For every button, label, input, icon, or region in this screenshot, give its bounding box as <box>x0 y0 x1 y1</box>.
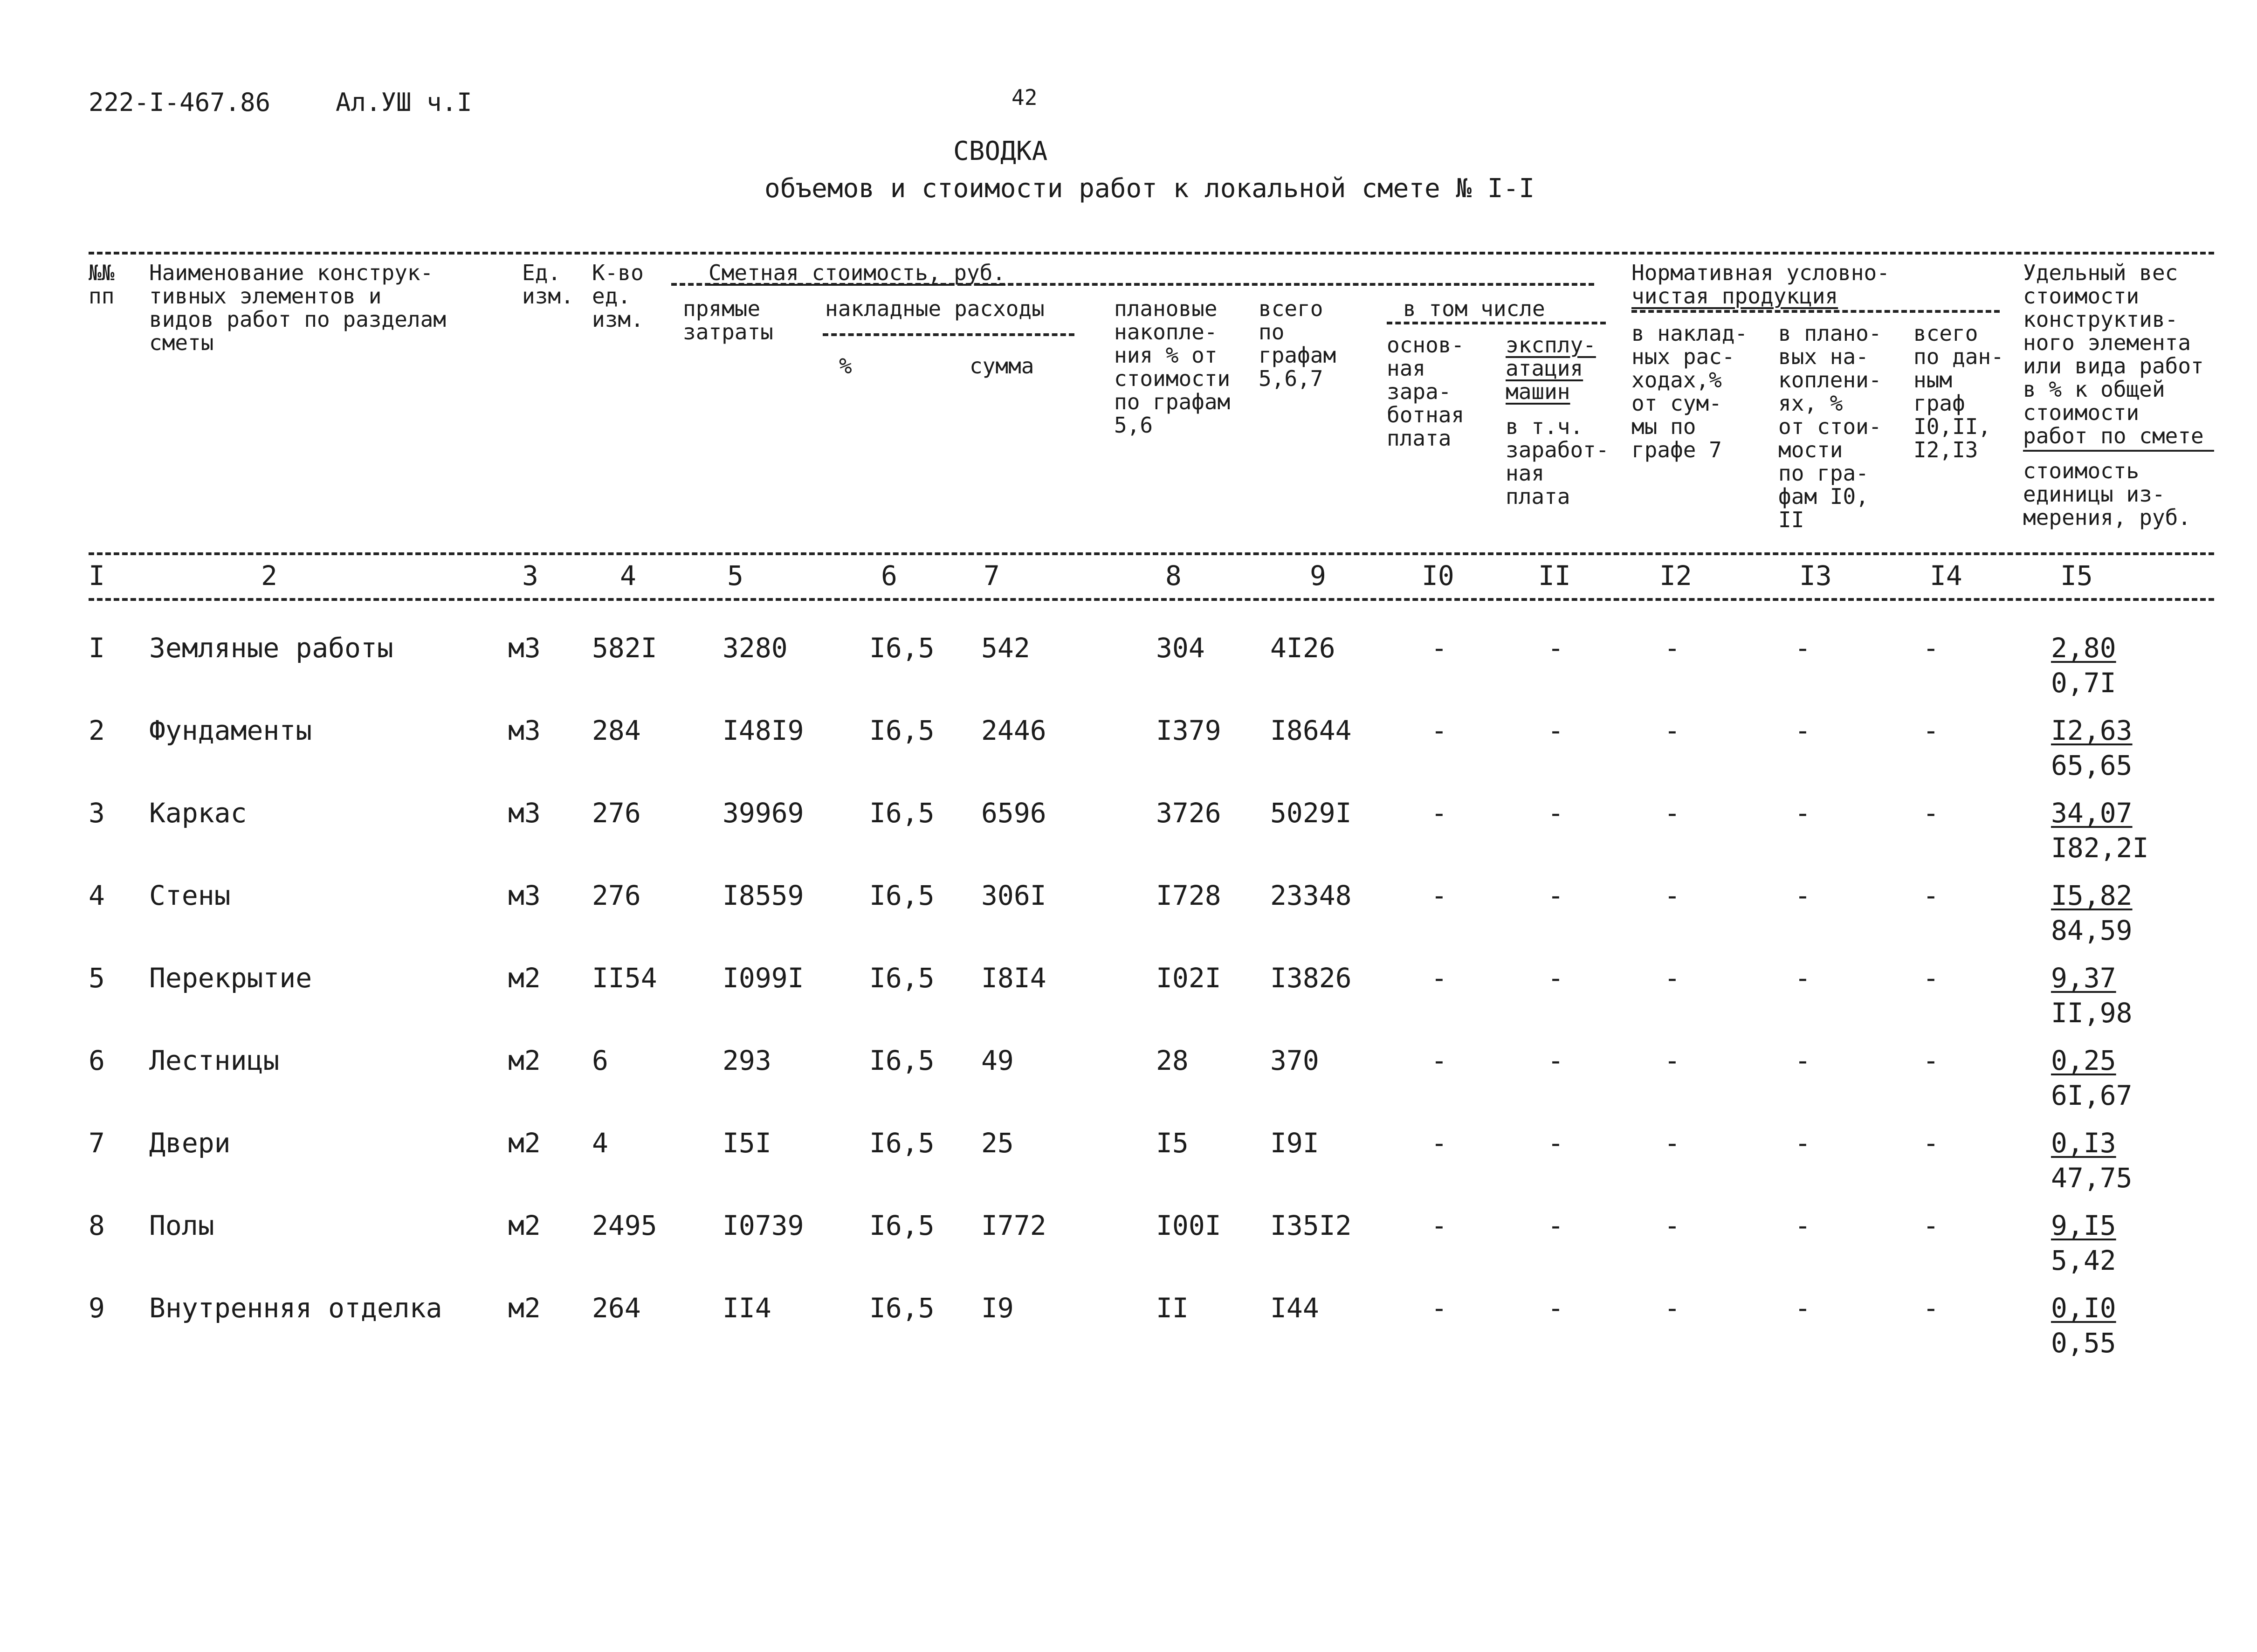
cell-c11: - <box>1548 880 1564 911</box>
column-number-5: 5 <box>727 560 743 592</box>
cell-unit: м2 <box>508 962 541 994</box>
cell-c13: - <box>1795 1045 1811 1076</box>
cell-c14: - <box>1923 715 1939 746</box>
cell-c14: - <box>1923 962 1939 994</box>
cell-c12: - <box>1664 1210 1680 1241</box>
cell-row-number: 6 <box>89 1045 105 1076</box>
cell-row-number: 8 <box>89 1210 105 1241</box>
cell-qty: 276 <box>592 797 641 829</box>
cell-row-number: 5 <box>89 962 105 994</box>
column-number-11: II <box>1538 560 1571 592</box>
cell-c10: - <box>1431 1045 1447 1076</box>
group-norm-rule <box>1631 310 2000 313</box>
cell-direct: I8559 <box>723 880 804 911</box>
cell-c14: - <box>1923 797 1939 829</box>
page-number: 42 <box>1012 85 1038 110</box>
cell-c11: - <box>1548 1045 1564 1076</box>
column-number-13: I3 <box>1799 560 1832 592</box>
cell-plan: 28 <box>1156 1045 1189 1076</box>
cell-direct: 3280 <box>723 632 788 664</box>
cell-unit-cost: 47,75 <box>2051 1162 2133 1194</box>
cell-unit-cost: 6I,67 <box>2051 1080 2133 1111</box>
cell-name: Лестницы <box>149 1045 280 1076</box>
cell-c10: - <box>1431 715 1447 746</box>
cell-direct: II4 <box>723 1292 771 1324</box>
cell-c12: - <box>1664 715 1680 746</box>
header-group-norm-line1: Нормативная условно- <box>1631 260 1890 285</box>
header-col-14: всего по дан- ным граф I0,II, I2,I3 <box>1913 321 2004 462</box>
cell-unit-cost: II,98 <box>2051 997 2133 1029</box>
cell-c12: - <box>1664 1045 1680 1076</box>
cell-c11: - <box>1548 632 1564 664</box>
cell-name: Перекрытие <box>149 962 312 994</box>
cell-c12: - <box>1664 880 1680 911</box>
cell-sum: 542 <box>981 632 1030 664</box>
cell-total: I3826 <box>1270 962 1352 994</box>
cell-unit: м3 <box>508 880 541 911</box>
cell-sum: 25 <box>981 1127 1014 1159</box>
header-col-12: в наклад- ных рас- ходах,% от сум- мы по графе 7 <box>1631 321 1748 462</box>
cell-c13: - <box>1795 715 1811 746</box>
cell-cost-share: 0,I0 <box>2051 1292 2116 1324</box>
cell-c11: - <box>1548 715 1564 746</box>
column-number-4: 4 <box>620 560 636 592</box>
cell-name: Внутренняя отделка <box>149 1292 442 1324</box>
cell-pct: I6,5 <box>869 962 935 994</box>
column-numbers-rule <box>89 598 2214 601</box>
cell-sum: I772 <box>981 1210 1046 1241</box>
header-col-7: сумма <box>970 353 1034 379</box>
header-col-10: основ- ная зара- ботная плата <box>1387 332 1465 451</box>
cell-unit: м3 <box>508 715 541 746</box>
cell-c14: - <box>1923 1210 1939 1241</box>
cell-c14: - <box>1923 1292 1939 1324</box>
cell-c13: - <box>1795 1210 1811 1241</box>
header-group-overhead: накладные расходы <box>825 296 1045 321</box>
cell-sum: 2446 <box>981 715 1046 746</box>
cell-total: 370 <box>1270 1045 1319 1076</box>
cell-direct: I5I <box>723 1127 771 1159</box>
cell-cost-share: 0,25 <box>2051 1045 2116 1076</box>
cell-c10: - <box>1431 1292 1447 1324</box>
header-col-11-machines: эксплу- атация машин <box>1506 332 1596 404</box>
header-col-15-divider <box>2023 450 2214 452</box>
column-number-9: 9 <box>1310 560 1326 592</box>
cell-total: I44 <box>1270 1292 1319 1324</box>
cell-total: I35I2 <box>1270 1210 1352 1241</box>
cell-c11: - <box>1548 1127 1564 1159</box>
cell-c11: - <box>1548 797 1564 829</box>
cell-pct: I6,5 <box>869 1292 935 1324</box>
header-col-11-wages: в т.ч. заработ- ная плата <box>1506 414 1609 509</box>
cell-cost-share: I5,82 <box>2051 880 2133 911</box>
cell-cost-share: I2,63 <box>2051 715 2133 746</box>
cell-c12: - <box>1664 962 1680 994</box>
column-number-14: I4 <box>1930 560 1962 592</box>
cell-pct: I6,5 <box>869 1210 935 1241</box>
cell-unit-cost: 65,65 <box>2051 750 2133 781</box>
column-number-6: 6 <box>881 560 897 592</box>
cell-c11: - <box>1548 1292 1564 1324</box>
cell-direct: 293 <box>723 1045 771 1076</box>
cell-plan: I00I <box>1156 1210 1221 1241</box>
document-code: 222-I-467.86 <box>89 88 271 117</box>
column-number-7: 7 <box>984 560 1000 592</box>
column-number-15: I5 <box>2060 560 2093 592</box>
cell-qty: 264 <box>592 1292 641 1324</box>
cell-c14: - <box>1923 1127 1939 1159</box>
page-title: СВОДКА <box>953 136 1048 166</box>
page-subtitle: объемов и стоимости работ к локальной смете № I-I <box>764 173 1535 204</box>
cell-cost-share: 0,I3 <box>2051 1127 2116 1159</box>
cell-sum: 306I <box>981 880 1046 911</box>
cell-c10: - <box>1431 962 1447 994</box>
cell-row-number: 2 <box>89 715 105 746</box>
cell-qty: 276 <box>592 880 641 911</box>
column-number-2: 2 <box>261 560 277 592</box>
cell-c12: - <box>1664 1127 1680 1159</box>
cell-unit: м3 <box>508 797 541 829</box>
header-col-2: Наименование конструк- тивных элементов и видов работ по разделам сметы <box>149 260 446 355</box>
cell-unit: м2 <box>508 1210 541 1241</box>
cell-qty: 4 <box>592 1127 608 1159</box>
header-bottom-rule <box>89 552 2214 555</box>
header-col-5: прямые затраты <box>683 296 773 344</box>
cell-qty: 6 <box>592 1045 608 1076</box>
cell-direct: I0739 <box>723 1210 804 1241</box>
cell-total: 5029I <box>1270 797 1352 829</box>
cell-row-number: I <box>89 632 105 664</box>
column-number-3: 3 <box>522 560 538 592</box>
header-col-15-share: Удельный вес стоимости конструктив- ного элемента или вида работ в % к общей стоимости работ по смете <box>2023 260 2204 448</box>
cell-c10: - <box>1431 1210 1447 1241</box>
cell-c12: - <box>1664 797 1680 829</box>
cell-c14: - <box>1923 880 1939 911</box>
cell-c10: - <box>1431 1127 1447 1159</box>
cell-unit: м2 <box>508 1127 541 1159</box>
header-col-15-unitcost: стоимость единицы из- мерения, руб. <box>2023 458 2191 530</box>
header-col-9: всего по графам 5,6,7 <box>1259 296 1336 391</box>
cell-name: Двери <box>149 1127 231 1159</box>
cell-c14: - <box>1923 632 1939 664</box>
cell-name: Полы <box>149 1210 214 1241</box>
cell-c13: - <box>1795 1127 1811 1159</box>
cell-name: Земляные работы <box>149 632 393 664</box>
cell-c11: - <box>1548 962 1564 994</box>
cell-c14: - <box>1923 1045 1939 1076</box>
cell-unit-cost: 84,59 <box>2051 915 2133 946</box>
cell-pct: I6,5 <box>869 632 935 664</box>
cell-row-number: 9 <box>89 1292 105 1324</box>
cell-plan: 304 <box>1156 632 1205 664</box>
cell-c10: - <box>1431 797 1447 829</box>
cell-c13: - <box>1795 797 1811 829</box>
cell-direct: I48I9 <box>723 715 804 746</box>
cell-total: I9I <box>1270 1127 1319 1159</box>
cell-cost-share: 34,07 <box>2051 797 2133 829</box>
cell-plan: I728 <box>1156 880 1221 911</box>
header-group-cost: Сметная стоимость, руб. <box>709 260 1005 285</box>
cell-unit-cost: 5,42 <box>2051 1245 2116 1276</box>
header-group-norm-line2: чистая продукция <box>1631 283 1838 309</box>
cell-cost-share: 9,I5 <box>2051 1210 2116 1241</box>
album-label: Ал.УШ ч.I <box>336 88 472 117</box>
cell-plan: II <box>1156 1292 1189 1324</box>
column-number-10: I0 <box>1422 560 1454 592</box>
cell-unit: м3 <box>508 632 541 664</box>
cell-sum: I9 <box>981 1292 1014 1324</box>
cell-pct: I6,5 <box>869 1127 935 1159</box>
header-col-13: в плано- вых на- коплени- ях, % от стои- мости по гра- фам I0, II <box>1778 321 1882 532</box>
cell-sum: 49 <box>981 1045 1014 1076</box>
cell-plan: I5 <box>1156 1127 1189 1159</box>
cell-total: 23348 <box>1270 880 1352 911</box>
cell-unit-cost: 0,7I <box>2051 667 2116 699</box>
column-number-12: I2 <box>1659 560 1692 592</box>
cell-pct: I6,5 <box>869 880 935 911</box>
cell-row-number: 4 <box>89 880 105 911</box>
cell-cost-share: 2,80 <box>2051 632 2116 664</box>
cell-c13: - <box>1795 880 1811 911</box>
group-overhead-rule <box>823 333 1074 336</box>
cell-total: I8644 <box>1270 715 1352 746</box>
cell-plan: 3726 <box>1156 797 1221 829</box>
cell-name: Каркас <box>149 797 247 829</box>
header-col-6: % <box>839 353 852 379</box>
cell-name: Фундаменты <box>149 715 312 746</box>
cell-c10: - <box>1431 880 1447 911</box>
header-col-4: К-во ед. изм. <box>592 260 644 332</box>
cell-pct: I6,5 <box>869 715 935 746</box>
group-incl-rule <box>1387 322 1606 324</box>
cell-c13: - <box>1795 632 1811 664</box>
cell-pct: I6,5 <box>869 797 935 829</box>
cell-pct: I6,5 <box>869 1045 935 1076</box>
cell-plan: I379 <box>1156 715 1221 746</box>
cell-unit-cost: 0,55 <box>2051 1327 2116 1359</box>
cell-row-number: 7 <box>89 1127 105 1159</box>
cell-c10: - <box>1431 632 1447 664</box>
header-group-incl: в том числе <box>1403 296 1545 321</box>
cell-qty: II54 <box>592 962 657 994</box>
column-number-1: I <box>89 560 105 592</box>
cell-c12: - <box>1664 1292 1680 1324</box>
cell-total: 4I26 <box>1270 632 1335 664</box>
header-top-rule <box>89 252 2214 255</box>
cell-unit: м2 <box>508 1292 541 1324</box>
cell-plan: I02I <box>1156 962 1221 994</box>
cell-c13: - <box>1795 962 1811 994</box>
header-col-8: плановые накопле- ния % от стоимости по графам 5,6 <box>1114 296 1231 438</box>
header-col-3: Ед. изм. <box>522 260 574 309</box>
cell-sum: I8I4 <box>981 962 1046 994</box>
header-col-1: №№ пп <box>89 260 115 309</box>
cell-cost-share: 9,37 <box>2051 962 2116 994</box>
cell-c12: - <box>1664 632 1680 664</box>
cell-row-number: 3 <box>89 797 105 829</box>
cell-c11: - <box>1548 1210 1564 1241</box>
cell-unit-cost: I82,2I <box>2051 832 2149 864</box>
column-number-8: 8 <box>1165 560 1182 592</box>
cell-qty: 284 <box>592 715 641 746</box>
cell-unit: м2 <box>508 1045 541 1076</box>
cell-qty: 582I <box>592 632 657 664</box>
cell-sum: 6596 <box>981 797 1046 829</box>
cell-direct: 39969 <box>723 797 804 829</box>
cell-c13: - <box>1795 1292 1811 1324</box>
cell-qty: 2495 <box>592 1210 657 1241</box>
cell-name: Стены <box>149 880 231 911</box>
cell-direct: I099I <box>723 962 804 994</box>
